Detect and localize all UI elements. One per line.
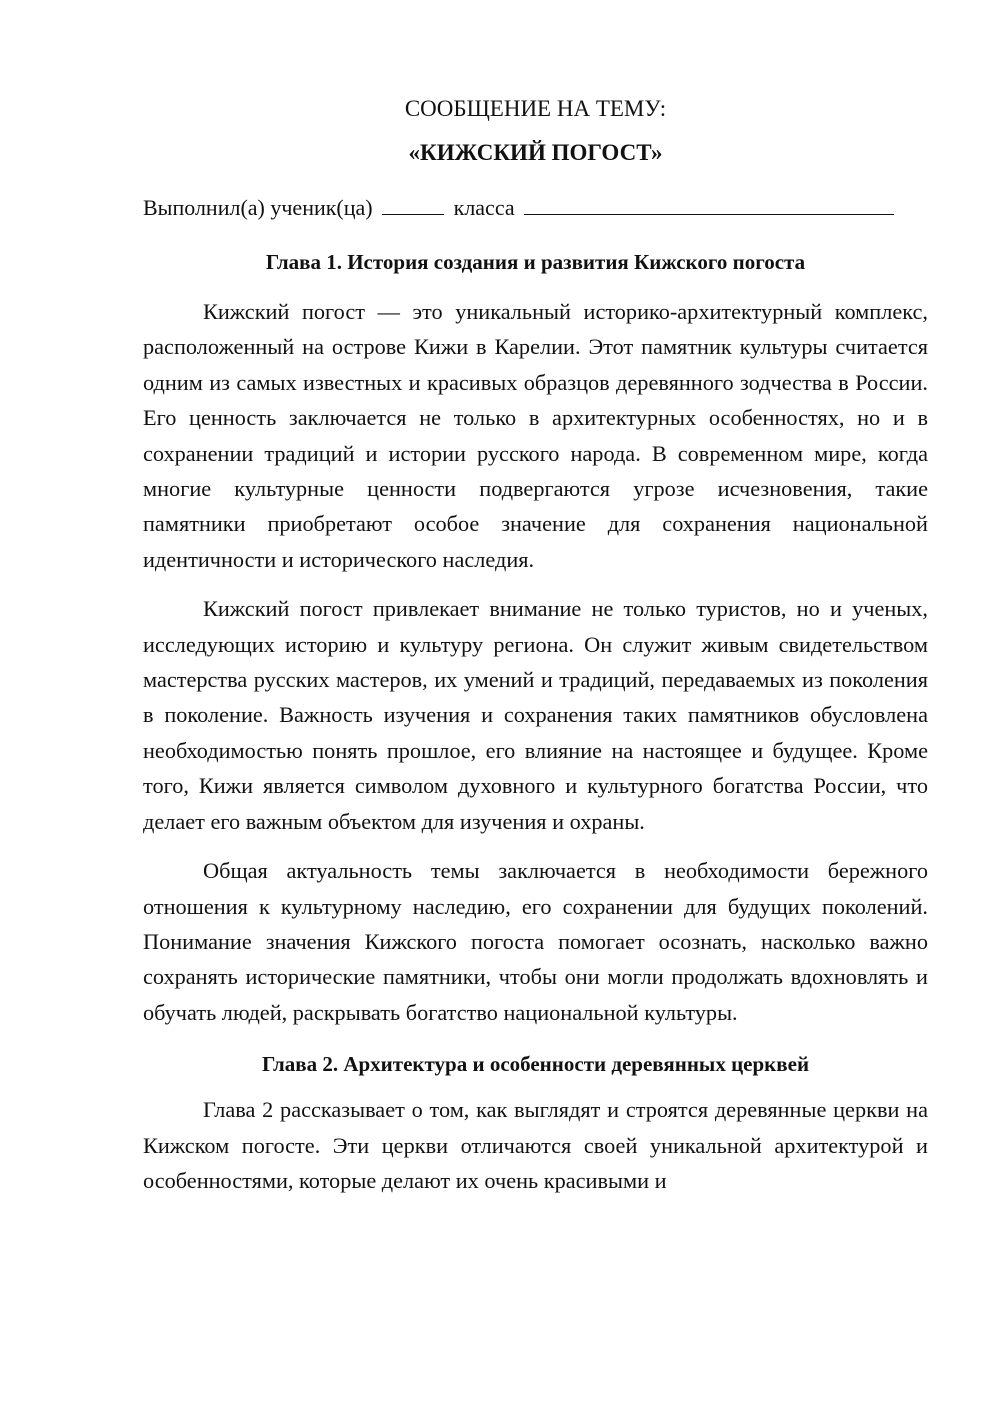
document-page <box>143 92 928 1198</box>
topic-title: «КИЖСКИЙ ПОГОСТ» <box>408 140 663 165</box>
signature-line <box>143 192 928 224</box>
chapter-1-paragraph-2: Кижский погост привлекает внимание не только туристов, но и ученых, исследующих историю и культуру региона. Он служит живым свидетельством мастерства русских мастеров, их умений и традиций, передаваемых из поколения в поколение. Важность изучения и сохранения таких памятников обусловлена необходимостью понять прошлое, его влияние на настоящее и будущее. Кроме того, Кижи является символом духовного и культурного богатства России, что делает его важным объектом для изучения и охраны. <box>143 596 928 834</box>
chapter-2-heading: Глава 2. Архитектура и особенности деревянных церквей <box>261 1052 810 1077</box>
student-name-blank <box>524 192 894 215</box>
chapter-1-paragraph-3: Общая актуальность темы заключается в необходимости бережного отношения к культурному наследию, его сохранении для будущих поколений. Понимание значения Кижского погоста помогает осознать, насколько важно сохранять исторические памятники, чтобы они могли продолжать вдохновлять и обучать людей, раскрывать богатство национальной культуры. <box>143 858 928 1025</box>
class-number-blank <box>382 192 444 215</box>
chapter-1-heading: Глава 1. История создания и развития Кижского погоста <box>265 250 806 274</box>
chapter-2-paragraph-1: Глава 2 рассказывает о том, как выглядят и строятся деревянные церкви на Кижском погосте. Эти церкви отличаются своей уникальной архитектурой и особенностями, которые делают их очень красивыми и <box>143 1097 928 1193</box>
performer-label: Выполнил(а) ученик(ца) <box>143 195 373 220</box>
class-label: класса <box>453 195 515 220</box>
chapter-1-paragraph-1: Кижский погост — это уникальный историко-архитектурный комплекс, расположенный на острове Кижи в Карелии. Этот памятник культуры считается одним из самых известных и красивых образцов деревянного зодчества в России. Его ценность заключается не только в архитектурных особенностях, но и в сохранении традиций и истории русского народа. В современном мире, когда многие культурные ценности подвергаются угрозе исчезновения, такие памятники приобретают особое значение для сохранения национальной идентичности и исторического наследия. <box>143 299 928 572</box>
document-type-title: СООБЩЕНИЕ НА ТЕМУ: <box>404 96 667 121</box>
